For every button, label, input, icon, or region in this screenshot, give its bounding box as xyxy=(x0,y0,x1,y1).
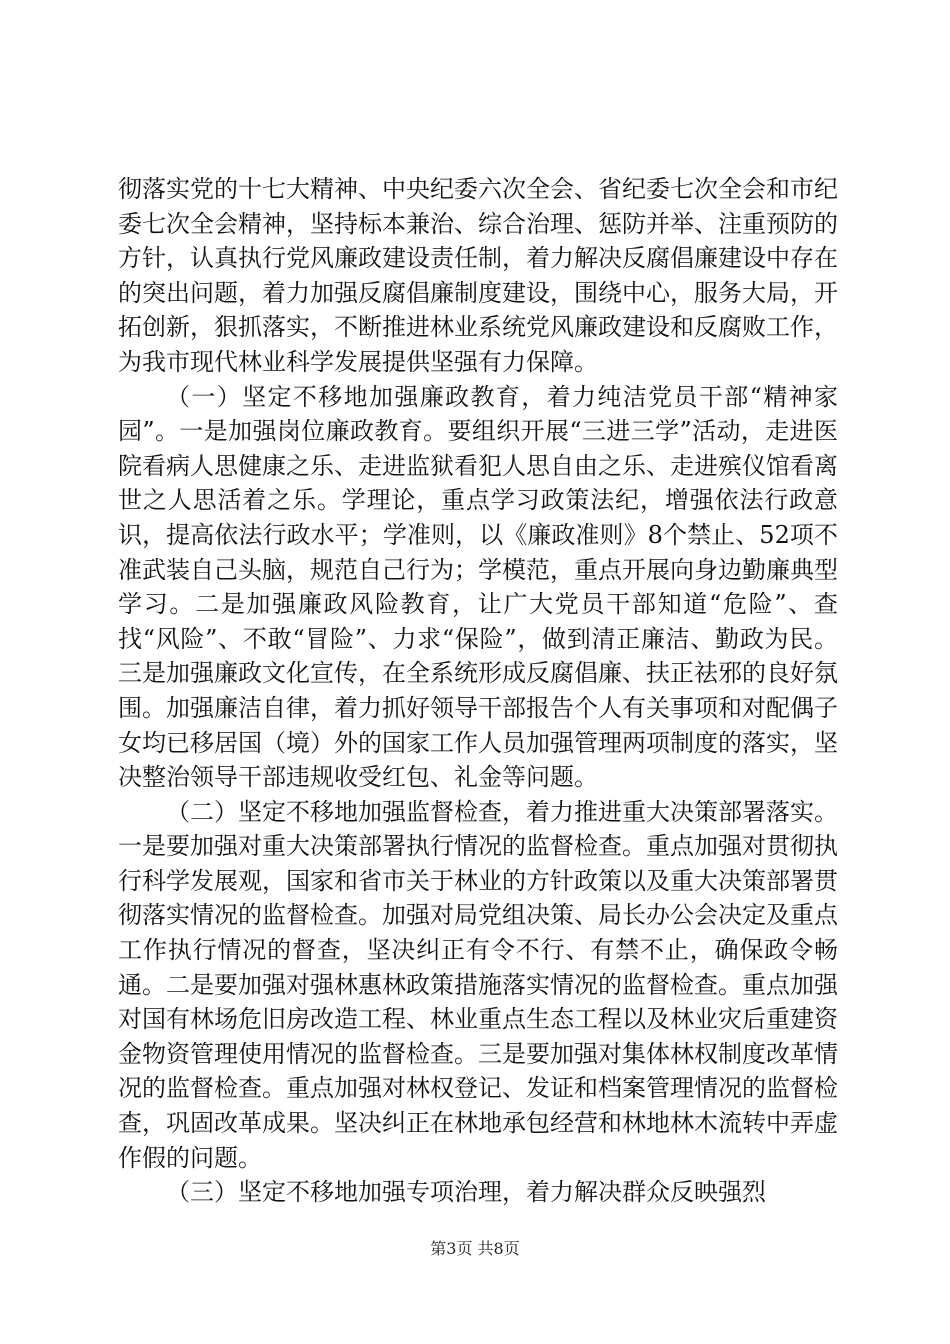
page-number-label: 第3页 共8页 xyxy=(430,1239,520,1258)
page-footer xyxy=(0,1236,950,1259)
paragraph-section-3: （三）坚定不移地加强专项治理，着力解决群众反映强烈 xyxy=(166,1178,766,1207)
paragraph-section-1: （一）坚定不移地加强廉政教育，着力纯洁党员干部“精神家园”。一是加强岗位廉政教育。要组织开展“三进三学”活动，走进医院看病人思健康之乐、走进监狱看犯人思自由之乐、走进殡仪馆看离世之人思活着之乐。学理论，重点学习政策法纪，增强依法行政意识，提高依法行政水平；学准则，以《廉政准则》8个禁止、52项不准武装自己头脑，规范自己行为；学模范，重点开展向身边勤廉典型学习。二是加强廉政风险教育，让广大党员干部知道“危险”、查找“风险”、不敢“冒险”、力求“保险”，做到清正廉洁、勤政为民。三是加强廉政文化宣传，在全系统形成反腐倡廉、扶正祛邪的良好氛围。加强廉洁自律，着力抓好领导干部报告个人有关事项和对配偶子女均已移居国（境）外的国家工作人员加强管理两项制度的落实，坚决整治领导干部违规收受红包、礼金等问题。 xyxy=(118,382,838,792)
paragraph-section-2: （二）坚定不移地加强监督检查，着力推进重大决策部署落实。一是要加强对重大决策部署执行情况的监督检查。重点加强对贯彻执行科学发展观，国家和省市关于林业的方针政策以及重大决策部署贯彻落实情况的监督检查。加强对局党组决策、局长办公会决定及重点工作执行情况的督查，坚决纠正有令不行、有禁不止，确保政令畅通。二是要加强对强林惠林政策措施落实情况的监督检查。重点加强对国有林场危旧房改造工程、林业重点生态工程以及林业灾后重建资金物资管理使用情况的监督检查。三是要加强对集体林权制度改革情况的监督检查。重点加强对林权登记、发证和档案管理情况的监督检查，巩固改革成果。坚决纠正在林地承包经营和林地林木流转中弄虚作假的问题。 xyxy=(118,797,838,1172)
document-body xyxy=(118,172,838,1210)
paragraph-continuation: 彻落实党的十七大精神、中央纪委六次全会、省纪委七次全会和市纪委七次全会精神，坚持标本兼治、综合治理、惩防并举、注重预防的方针，认真执行党风廉政建设责任制，着力解决反腐倡廉建设中存在的突出问题，着力加强反腐倡廉制度建设，围绕中心，服务大局，开拓创新，狠抓落实，不断推进林业系统党风廉政建设和反腐败工作，为我市现代林业科学发展提供坚强有力保障。 xyxy=(118,175,838,376)
